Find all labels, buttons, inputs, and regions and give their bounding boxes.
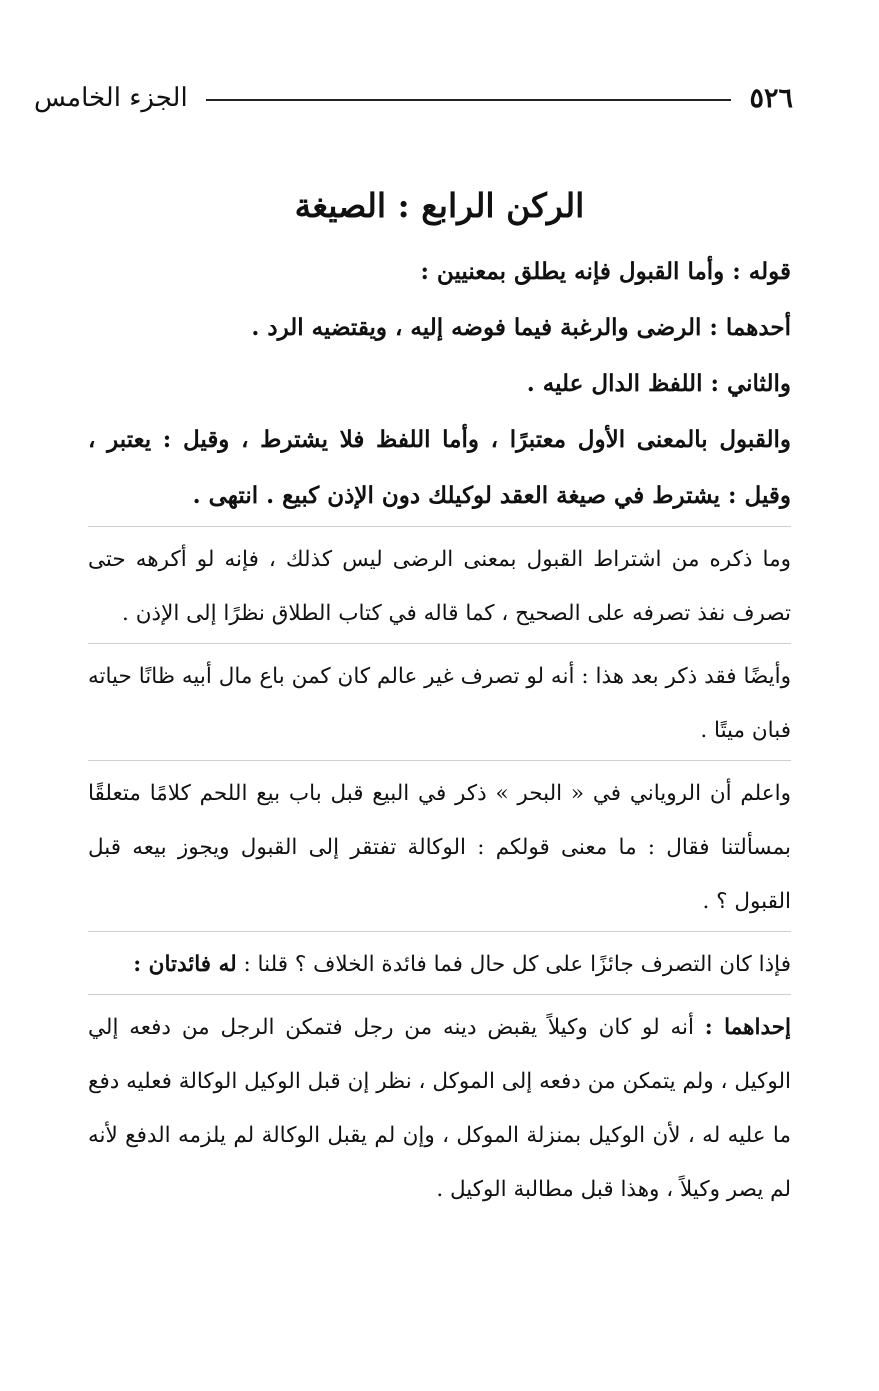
body-paragraph: وما ذكره من اشتراط القبول بمعنى الرضى ليس كذلك ، فإنه لو أكرهه حتى تصرف نفذ تصرفه على الصحيح ، كما قاله في كتاب الطلاق نظرًا إلى الإذن . <box>88 547 791 626</box>
body-paragraph: وأيضًا فقد ذكر بعد هذا : أنه لو تصرف غير عالم كان كمن باع مال أبيه ظانًا حياته فبان ميتًا . <box>88 664 791 743</box>
paragraph-divider <box>88 760 791 761</box>
paragraph-divider <box>88 931 791 932</box>
running-title: الجزء الخامس <box>34 83 188 113</box>
quoted-line: والثاني : اللفظ الدال عليه . <box>526 370 791 397</box>
answer-lead: له فائدتان : <box>133 952 237 977</box>
paragraph-divider <box>88 994 791 995</box>
question-text: فإذا كان التصرف جائزًا على كل حال فما فائدة الخلاف ؟ قلنا : <box>243 952 791 977</box>
section-heading: الركن الرابع : الصيغة <box>294 186 585 225</box>
body-paragraph <box>88 1001 791 1217</box>
quoted-paragraph: والقبول بالمعنى الأول معتبرًا ، وأما اللفظ فلا يشترط ، وقيل : يعتبر ، وقيل : يشترط في صيغة العقد لوكيلك دون الإذن كبيع . انتهى . <box>88 426 791 509</box>
page-number: ٥٢٦ <box>749 82 793 114</box>
running-header <box>34 78 793 118</box>
body-paragraph: واعلم أن الروياني في « البحر » ذكر في البيع قبل باب بيع اللحم كلامًا متعلقًا بمسألتنا فقال : ما معنى قولكم : الوكالة تفتقر إلى القبول ويجوز بيعه قبل القبول ؟ . <box>88 781 791 914</box>
first-point-text: أنه لو كان وكيلاً يقبض دينه من رجل فتمكن الرجل من دفعه إلي الوكيل ، ولم يتمكن من دفعه إلى الموكل ، نظر إن قبل الوكيل الوكالة فعليه دفع ما عليه له ، لأن الوكيل بمنزلة الموكل ، وإن لم يقبل الوكالة لم يلزمه الدفع لأنه لم يصر وكيلاً ، وهذا قبل مطالبة الوكيل . <box>88 1015 791 1202</box>
paragraph-divider <box>88 526 791 527</box>
page-body <box>88 244 791 1217</box>
quoted-line: قوله : وأما القبول فإنه يطلق بمعنيين : <box>420 258 791 285</box>
first-point-lead: إحداهما : <box>704 1015 792 1040</box>
paragraph-divider <box>88 643 791 644</box>
quoted-line: أحدهما : الرضى والرغبة فيما فوضه إليه ، ويقتضيه الرد . <box>251 314 791 341</box>
body-paragraph <box>88 938 791 992</box>
header-rule <box>206 99 732 101</box>
